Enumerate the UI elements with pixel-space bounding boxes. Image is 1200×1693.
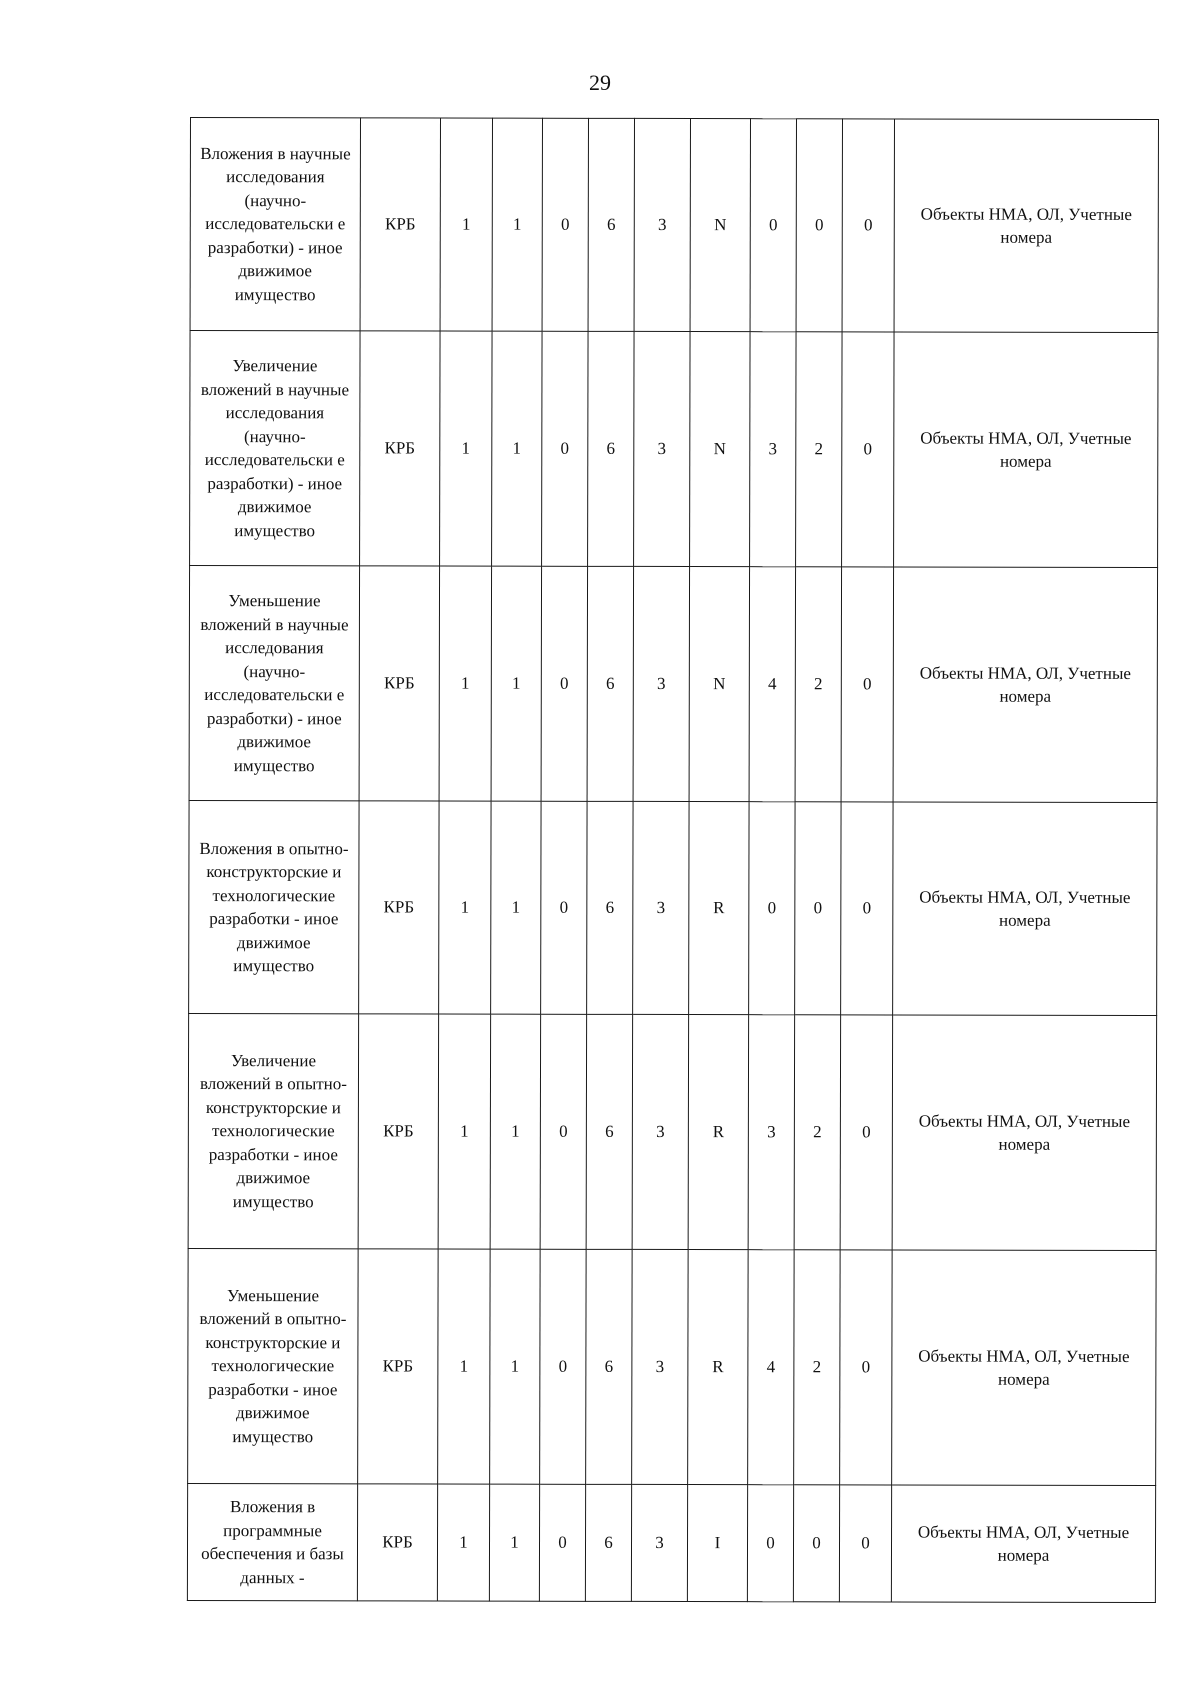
code-cell-digit-1: 1 <box>440 118 492 331</box>
code-cell-digit-4: 6 <box>588 331 634 566</box>
code-cell-digit-2: 1 <box>490 1014 540 1249</box>
table-row <box>189 566 1157 803</box>
analytics-note-cell: Объекты НМА, ОЛ, Учетные номера <box>891 1485 1155 1603</box>
code-cell-digit-2: 1 <box>492 118 542 331</box>
account-name-cell: Увеличение вложений в опытно-конструкторские и технологические разработки - иное движимое имущество <box>188 1013 358 1248</box>
code-cell-digit-1: 1 <box>437 1484 489 1601</box>
code-cell-letter-code: R <box>688 1015 748 1250</box>
code-cell-digit-5: 3 <box>631 1484 687 1601</box>
code-cell-digit-7: 0 <box>747 1485 793 1602</box>
code-cell-digit-3: 0 <box>542 118 588 331</box>
account-name-cell: Вложения в опытно-конструкторские и технологические разработки - иное движимое имущество <box>189 800 359 1013</box>
code-cell-digit-4: 6 <box>586 1014 632 1249</box>
code-cell-digit-8: 2 <box>794 1015 840 1250</box>
analytics-note-cell: Объекты НМА, ОЛ, Учетные номера <box>893 567 1157 803</box>
analytics-note-cell: Объекты НМА, ОЛ, Учетные номера <box>894 332 1158 568</box>
page-number: 29 <box>589 70 611 95</box>
code-cell-digit-8: 2 <box>795 567 841 802</box>
code-cell-letter-code: N <box>690 119 750 332</box>
code-cell-digit-7: 0 <box>750 119 796 332</box>
code-cell-digit-9: 0 <box>841 802 893 1015</box>
code-cell-digit-5: 3 <box>633 801 689 1014</box>
code-cell-digit-9: 0 <box>842 332 894 567</box>
code-cell-digit-5: 3 <box>634 331 690 566</box>
code-cell-digit-8: 0 <box>795 802 841 1015</box>
code-cell-digit-3: 0 <box>539 1484 585 1601</box>
code-cell-digit-3: 0 <box>541 801 587 1014</box>
code-cell-digit-9: 0 <box>840 1250 892 1485</box>
code-cell-letter-code: I <box>687 1485 747 1602</box>
code-cell-digit-5: 3 <box>632 1249 688 1484</box>
account-name-cell: Вложения в программные обеспечения и базы данных - <box>187 1483 357 1600</box>
code-cell-digit-5: 3 <box>632 1014 688 1249</box>
code-cell-digit-2: 1 <box>492 331 542 566</box>
code-cell-digit-2: 1 <box>489 1484 539 1601</box>
code-cell-digit-4: 6 <box>585 1484 631 1601</box>
code-cell-source-code: КРБ <box>359 566 439 801</box>
code-cell-letter-code: N <box>690 332 750 567</box>
code-cell-digit-8: 0 <box>793 1485 839 1602</box>
code-cell-digit-4: 6 <box>588 118 634 331</box>
code-cell-source-code: КРБ <box>360 118 440 331</box>
code-cell-digit-9: 0 <box>842 119 894 332</box>
code-cell-digit-7: 4 <box>749 567 795 802</box>
accounts-table <box>187 117 1159 1603</box>
table-body <box>187 118 1158 1603</box>
code-cell-digit-9: 0 <box>840 1015 892 1250</box>
code-cell-digit-8: 2 <box>796 332 842 567</box>
code-cell-digit-1: 1 <box>438 1014 490 1249</box>
code-cell-digit-1: 1 <box>438 1249 490 1484</box>
code-cell-digit-4: 6 <box>586 1249 632 1484</box>
code-cell-source-code: КРБ <box>358 1014 438 1249</box>
code-cell-digit-2: 1 <box>491 801 541 1014</box>
code-cell-digit-7: 3 <box>750 332 796 567</box>
code-cell-digit-4: 6 <box>587 801 633 1014</box>
analytics-note-cell: Объекты НМА, ОЛ, Учетные номера <box>894 119 1158 333</box>
code-cell-digit-7: 4 <box>748 1250 794 1485</box>
account-name-cell: Уменьшение вложений в опытно-конструкторские и технологические разработки - иное движимое имущество <box>188 1248 358 1483</box>
account-name-cell: Уменьшение вложений в научные исследования (научно-исследовательски е разработки) - иное движимое имущество <box>189 566 359 801</box>
code-cell-digit-2: 1 <box>491 566 541 801</box>
analytics-note-cell: Объекты НМА, ОЛ, Учетные номера <box>892 1015 1156 1251</box>
code-cell-digit-3: 0 <box>542 331 588 566</box>
code-cell-source-code: КРБ <box>359 801 439 1014</box>
code-cell-digit-8: 2 <box>794 1250 840 1485</box>
code-cell-source-code: КРБ <box>360 331 440 566</box>
code-cell-digit-4: 6 <box>587 566 633 801</box>
code-cell-digit-9: 0 <box>839 1485 891 1602</box>
table-row <box>187 1483 1155 1602</box>
table-row <box>190 331 1158 568</box>
code-cell-digit-8: 0 <box>796 119 842 332</box>
code-cell-digit-7: 3 <box>748 1015 794 1250</box>
code-cell-source-code: КРБ <box>357 1484 437 1601</box>
code-cell-digit-2: 1 <box>490 1249 540 1484</box>
code-cell-letter-code: R <box>689 802 749 1015</box>
analytics-note-cell: Объекты НМА, ОЛ, Учетные номера <box>892 1250 1156 1486</box>
account-name-cell: Вложения в научные исследования (научно-исследовательски е разработки) - иное движимое имущество <box>190 118 360 331</box>
code-cell-letter-code: R <box>688 1250 748 1485</box>
analytics-note-cell: Объекты НМА, ОЛ, Учетные номера <box>893 802 1157 1016</box>
code-cell-digit-3: 0 <box>540 1014 586 1249</box>
code-cell-digit-9: 0 <box>841 567 893 802</box>
code-cell-digit-3: 0 <box>540 1249 586 1484</box>
code-cell-digit-1: 1 <box>439 566 491 801</box>
code-cell-source-code: КРБ <box>358 1249 438 1484</box>
code-cell-digit-5: 3 <box>634 118 690 331</box>
account-name-cell: Увеличение вложений в научные исследования (научно-исследовательски е разработки) - иное движимое имущество <box>190 331 360 566</box>
code-cell-digit-5: 3 <box>633 566 689 801</box>
code-cell-digit-3: 0 <box>541 566 587 801</box>
table-row <box>189 800 1157 1015</box>
code-cell-letter-code: N <box>689 567 749 802</box>
table-row <box>188 1013 1156 1250</box>
code-cell-digit-1: 1 <box>439 801 491 1014</box>
code-cell-digit-7: 0 <box>749 802 795 1015</box>
code-cell-digit-1: 1 <box>440 331 492 566</box>
table-row <box>188 1248 1156 1485</box>
table-row <box>190 118 1158 333</box>
